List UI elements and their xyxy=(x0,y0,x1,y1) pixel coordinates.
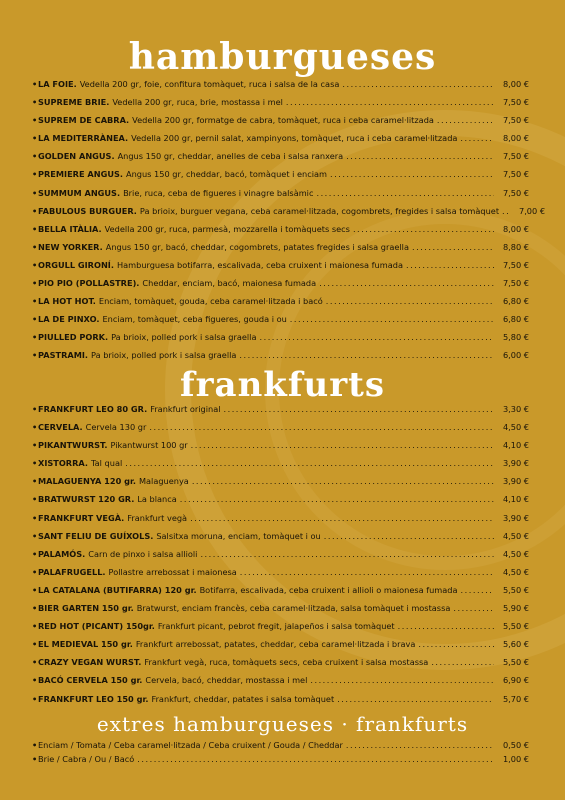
leader-dots xyxy=(149,422,494,432)
bullet-icon: • xyxy=(32,422,38,433)
leader-dots xyxy=(137,754,494,764)
menu-item xyxy=(32,169,529,187)
menu-item-price: 8,00 € xyxy=(502,133,529,144)
menu-item-name: XISTORRA. xyxy=(38,458,89,469)
bullet-icon: • xyxy=(32,476,38,487)
menu-item-description: Malaguenya xyxy=(138,476,189,487)
bullet-icon: • xyxy=(32,458,38,469)
leader-dots xyxy=(460,133,494,143)
menu-item-name: RED HOT (PICANT) 150gr. xyxy=(38,621,155,632)
menu-item-price: 4,10 € xyxy=(502,440,529,451)
menu-item-description: Frankfurt vegà, ruca, tomàquets secs, ceba cruixent i salsa mostassa xyxy=(144,657,429,668)
menu-item-description: Angus 150 gr, cheddar, bacó, tomàquet i enciam xyxy=(126,169,328,180)
menu-item xyxy=(32,621,529,639)
menu-item-description: Vedella 200 gr, formatge de cabra, tomàquet, ruca i ceba caramel·litzada xyxy=(132,115,434,126)
bullet-icon: • xyxy=(32,639,38,650)
bullet-icon: • xyxy=(32,187,38,198)
menu-item-price: 6,80 € xyxy=(502,296,529,307)
frankfurts-list xyxy=(32,404,529,712)
menu-item-name: FRANKFURT LEO 150 gr. xyxy=(38,693,149,704)
menu-item-name: MALAGUENYA 120 gr. xyxy=(38,476,136,487)
menu-item-name: GOLDEN ANGUS. xyxy=(38,151,115,162)
leader-dots xyxy=(461,585,494,595)
bullet-icon: • xyxy=(32,278,38,289)
menu-item-price: 7,50 € xyxy=(502,259,529,270)
menu-item xyxy=(32,188,529,206)
leader-dots xyxy=(310,675,494,685)
leader-dots xyxy=(192,476,494,486)
menu-item-price: 5,50 € xyxy=(502,584,529,595)
menu-item-description: Pikantwurst 100 gr xyxy=(110,440,188,451)
bullet-icon: • xyxy=(32,440,38,451)
menu-item-description: Pa brioix, polled pork i salsa graella xyxy=(111,332,257,343)
leader-dots xyxy=(319,278,494,288)
menu-item xyxy=(32,224,529,242)
menu-item-name: SUPREM DE CABRA. xyxy=(38,115,130,126)
menu-item-name: SUMMUM ANGUS. xyxy=(38,187,121,198)
menu-item-price: 3,90 € xyxy=(502,476,529,487)
menu-item xyxy=(32,549,529,567)
menu-item-description: La blanca xyxy=(137,494,177,505)
bullet-icon: • xyxy=(32,97,38,108)
menu-item xyxy=(32,133,529,151)
menu-item-description: Cheddar, enciam, bacó, maionesa fumada xyxy=(142,278,317,289)
leader-dots xyxy=(342,79,494,89)
menu-item xyxy=(32,603,529,621)
leader-dots xyxy=(502,206,510,216)
leader-dots xyxy=(453,603,494,613)
frankfurts-title: frankfurts xyxy=(180,365,385,405)
menu-item-description: Hamburguesa botifarra, escalivada, ceba cruixent i maionesa fumada xyxy=(116,259,403,270)
leader-dots xyxy=(223,404,494,414)
menu-item-description: Enciam / Tomata / Ceba caramel·litzada / Ceba cruixent / Gouda / Cheddar xyxy=(38,740,343,750)
leader-dots xyxy=(346,151,494,161)
menu-item-price: 7,50 € xyxy=(502,97,529,108)
menu-item-description: Frankfurt original xyxy=(150,404,221,414)
menu-item-price: 6,00 € xyxy=(502,350,529,361)
menu-item-price: 8,00 € xyxy=(502,79,529,89)
leader-dots xyxy=(190,513,494,523)
bullet-icon: • xyxy=(32,548,38,559)
leader-dots xyxy=(191,440,494,450)
extres-title: extres hamburgueses · frankfurts xyxy=(96,712,469,736)
bullet-icon: • xyxy=(32,603,38,614)
menu-item-price: 6,90 € xyxy=(502,675,529,686)
menu-item-description: Angus 150 gr, cheddar, anelles de ceba i salsa ranxera xyxy=(117,151,344,162)
menu-item xyxy=(32,567,529,585)
menu-item-name: BIER GARTEN 150 gr. xyxy=(38,603,134,614)
menu-item-price: 7,50 € xyxy=(502,278,529,289)
menu-item-name: FRANKFURT LEO 80 GR. xyxy=(38,404,148,414)
menu-item-price: 8,00 € xyxy=(502,223,529,234)
bullet-icon: • xyxy=(32,79,38,89)
menu-item xyxy=(32,440,529,458)
menu-item-price: 5,80 € xyxy=(502,332,529,343)
menu-item xyxy=(32,458,529,476)
leader-dots xyxy=(406,260,494,270)
menu-item-name: PIO PIO (POLLASTRE). xyxy=(38,278,140,289)
menu-item-price: 4,10 € xyxy=(502,494,529,505)
menu-item-price: 7,50 € xyxy=(502,151,529,162)
leader-dots xyxy=(346,740,494,750)
leader-dots xyxy=(240,567,494,577)
bullet-icon: • xyxy=(32,740,38,750)
hamburgueses-list xyxy=(32,79,546,369)
bullet-icon: • xyxy=(32,584,38,595)
menu-item-name: PIKANTWURST. xyxy=(38,440,108,451)
bullet-icon: • xyxy=(32,404,38,414)
leader-dots xyxy=(326,296,494,306)
menu-item xyxy=(32,531,529,549)
leader-dots xyxy=(412,242,494,252)
menu-item-name: BACÓ CERVELA 150 gr. xyxy=(38,675,143,686)
menu-item-description: Pa brioix, polled pork i salsa graella xyxy=(91,350,237,361)
extres-list xyxy=(32,740,529,768)
menu-item-name: PASTRAMI. xyxy=(38,350,89,361)
menu-item-description: Carn de pinxo i salsa allioli xyxy=(88,548,198,559)
menu-item xyxy=(32,296,529,314)
menu-item-description: Frankfurt, cheddar, patates i salsa tomàquet xyxy=(151,693,335,704)
menu-item-description: Angus 150 gr, bacó, cheddar, cogombrets, patates fregides i salsa graella xyxy=(105,241,409,252)
menu-item-description: Frankfurt vegà xyxy=(127,512,188,523)
menu-item xyxy=(32,260,529,278)
menu-item-description: Brie, ruca, ceba de figueres i vinagre balsàmic xyxy=(123,187,314,198)
menu-item xyxy=(32,754,529,768)
menu-item xyxy=(32,205,546,224)
menu-item-name: ORGULL GIRONÍ. xyxy=(38,259,114,270)
leader-dots xyxy=(125,458,494,468)
leader-dots xyxy=(431,657,494,667)
menu-item xyxy=(32,585,529,603)
menu-item-description: Vedella 200 gr, ruca, brie, mostassa i mel xyxy=(112,97,283,108)
menu-item-description: Vedella 200 gr, pernil salat, xampinyons, tomàquet, ruca i ceba caramel·litzada xyxy=(131,133,458,144)
menu-item-price: 4,50 € xyxy=(502,422,529,433)
menu-item-price: 4,50 € xyxy=(502,548,529,559)
menu-item-price: 3,90 € xyxy=(502,458,529,469)
menu-item-name: EL MEDIEVAL 150 gr. xyxy=(38,639,133,650)
menu-item-price: 6,80 € xyxy=(502,314,529,325)
menu-item xyxy=(32,513,529,531)
menu-item-name: LA HOT HOT. xyxy=(38,296,96,307)
menu-item-name: LA DE PINXO. xyxy=(38,314,100,325)
leader-dots xyxy=(398,621,494,631)
menu-item-name: PIULLED PORK. xyxy=(38,332,109,343)
bullet-icon: • xyxy=(32,693,38,704)
menu-item-name: LA FOIE. xyxy=(38,79,77,89)
leader-dots xyxy=(316,188,494,198)
leader-dots xyxy=(200,549,494,559)
menu-item-description: Pollastre arrebossat i maionesa xyxy=(108,566,237,577)
menu-item-name: FABULOUS BURGUER. xyxy=(38,205,137,216)
leader-dots xyxy=(259,332,494,342)
menu-item-description: Botifarra, escalivada, ceba cruixent i allioli o maionesa fumada xyxy=(199,584,458,595)
bullet-icon: • xyxy=(32,314,38,325)
menu-item xyxy=(32,675,529,693)
menu-item-description: Salsitxa moruna, enciam, tomàquet i ou xyxy=(156,530,321,541)
menu-item-price: 7,00 € xyxy=(519,205,546,216)
menu-item-description: Cervela 130 gr xyxy=(85,422,147,433)
menu-item-name: BRATWURST 120 GR. xyxy=(38,494,135,505)
bullet-icon: • xyxy=(32,350,38,361)
hamburgueses-title: hamburgueses xyxy=(128,36,437,78)
menu-item xyxy=(32,694,529,712)
menu-item-description: Vedella 200 gr, ruca, parmesà, mozzarella i tomàquets secs xyxy=(104,223,350,234)
menu-item xyxy=(32,151,529,169)
leader-dots xyxy=(324,531,494,541)
menu-item xyxy=(32,639,529,657)
menu-item xyxy=(32,79,529,97)
menu-item-price: 3,90 € xyxy=(502,512,529,523)
menu-item-price: 3,30 € xyxy=(502,404,529,414)
leader-dots xyxy=(239,350,494,360)
menu-item-name: FRANKFURT VEGÀ. xyxy=(38,512,125,523)
menu-item-price: 7,50 € xyxy=(502,169,529,180)
bullet-icon: • xyxy=(32,494,38,505)
menu-item-price: 4,50 € xyxy=(502,530,529,541)
menu-item xyxy=(32,404,529,422)
leader-dots xyxy=(330,169,494,179)
menu-item-price: 7,50 € xyxy=(502,187,529,198)
menu-item xyxy=(32,278,529,296)
menu-item-description: Vedella 200 gr, foie, confitura tomàquet, ruca i salsa de la casa xyxy=(79,79,340,89)
menu-item-description: Pa brioix, burguer vegana, ceba caramel·litzada, cogombrets, fregides i salsa tomàquet xyxy=(139,205,500,216)
menu-item-price: 5,50 € xyxy=(502,657,529,668)
menu-item-price: 5,50 € xyxy=(502,621,529,632)
bullet-icon: • xyxy=(32,169,38,180)
menu-item-name: PREMIERE ANGUS. xyxy=(38,169,123,180)
menu-item-price: 0,50 € xyxy=(502,740,529,750)
menu-item-price: 4,50 € xyxy=(502,566,529,577)
menu-item-name: PALAFRUGELL. xyxy=(38,566,106,577)
menu-item-name: NEW YORKER. xyxy=(38,241,103,252)
bullet-icon: • xyxy=(32,115,38,126)
menu-item-name: LA CATALANA (BUTIFARRA) 120 gr. xyxy=(38,584,197,595)
menu-item xyxy=(32,97,529,115)
menu-item-name: CRAZY VEGAN WURST. xyxy=(38,657,142,668)
menu-item xyxy=(32,740,529,754)
bullet-icon: • xyxy=(32,675,38,686)
leader-dots xyxy=(337,694,494,704)
menu-item-name: PALAMÓS. xyxy=(38,548,86,559)
menu-item-description: Enciam, tomàquet, gouda, ceba caramel·litzada i bacó xyxy=(98,296,323,307)
bullet-icon: • xyxy=(32,133,38,144)
menu-item-description: Brie / Cabra / Ou / Bacó xyxy=(38,754,135,764)
menu-item xyxy=(32,476,529,494)
bullet-icon: • xyxy=(32,259,38,270)
menu-item-description: Cervela, bacó, cheddar, mostassa i mel xyxy=(145,675,308,686)
bullet-icon: • xyxy=(32,241,38,252)
menu-item-description: Bratwurst, enciam francès, ceba caramel·litzada, salsa tomàquet i mostassa xyxy=(136,603,451,614)
menu-item-price: 5,90 € xyxy=(502,603,529,614)
bullet-icon: • xyxy=(32,332,38,343)
menu-item xyxy=(32,422,529,440)
menu-item-description: Enciam, tomàquet, ceba figueres, gouda i ou xyxy=(102,314,287,325)
bullet-icon: • xyxy=(32,566,38,577)
leader-dots xyxy=(180,494,494,504)
menu-item xyxy=(32,332,529,350)
menu-item xyxy=(32,657,529,675)
bullet-icon: • xyxy=(32,754,38,764)
menu-item-price: 5,60 € xyxy=(502,639,529,650)
menu-item-price: 5,70 € xyxy=(502,693,529,704)
menu-item xyxy=(32,242,529,260)
bullet-icon: • xyxy=(32,530,38,541)
bullet-icon: • xyxy=(32,621,38,632)
menu-item-description: Frankfurt arrebossat, patates, cheddar, ceba caramel·litzada i brava xyxy=(135,639,416,650)
menu-item-name: BELLA ITÀLIA. xyxy=(38,223,102,234)
leader-dots xyxy=(286,97,494,107)
menu-item xyxy=(32,115,529,133)
bullet-icon: • xyxy=(32,296,38,307)
leader-dots xyxy=(437,115,494,125)
menu-item xyxy=(32,494,529,512)
menu-item-price: 7,50 € xyxy=(502,115,529,126)
menu-item-price: 1,00 € xyxy=(502,754,529,764)
bullet-icon: • xyxy=(32,223,38,234)
menu-item-description: Tal qual xyxy=(91,458,123,469)
menu-item-name: SUPREME BRIE. xyxy=(38,97,110,108)
menu-item-name: SANT FELIU DE GUÍXOLS. xyxy=(38,530,154,541)
bullet-icon: • xyxy=(32,151,38,162)
leader-dots xyxy=(418,639,494,649)
bullet-icon: • xyxy=(32,205,38,216)
menu-item-name: CERVELA. xyxy=(38,422,83,433)
menu-item-description: Frankfurt picant, pebrot fregit, jalapeños i salsa tomàquet xyxy=(157,621,395,632)
menu-item-name: LA MEDITERRÀNEA. xyxy=(38,133,129,144)
menu-item xyxy=(32,314,529,332)
leader-dots xyxy=(290,314,494,324)
bullet-icon: • xyxy=(32,512,38,523)
bullet-icon: • xyxy=(32,657,38,668)
menu-item-price: 8,80 € xyxy=(502,241,529,252)
leader-dots xyxy=(353,224,494,234)
